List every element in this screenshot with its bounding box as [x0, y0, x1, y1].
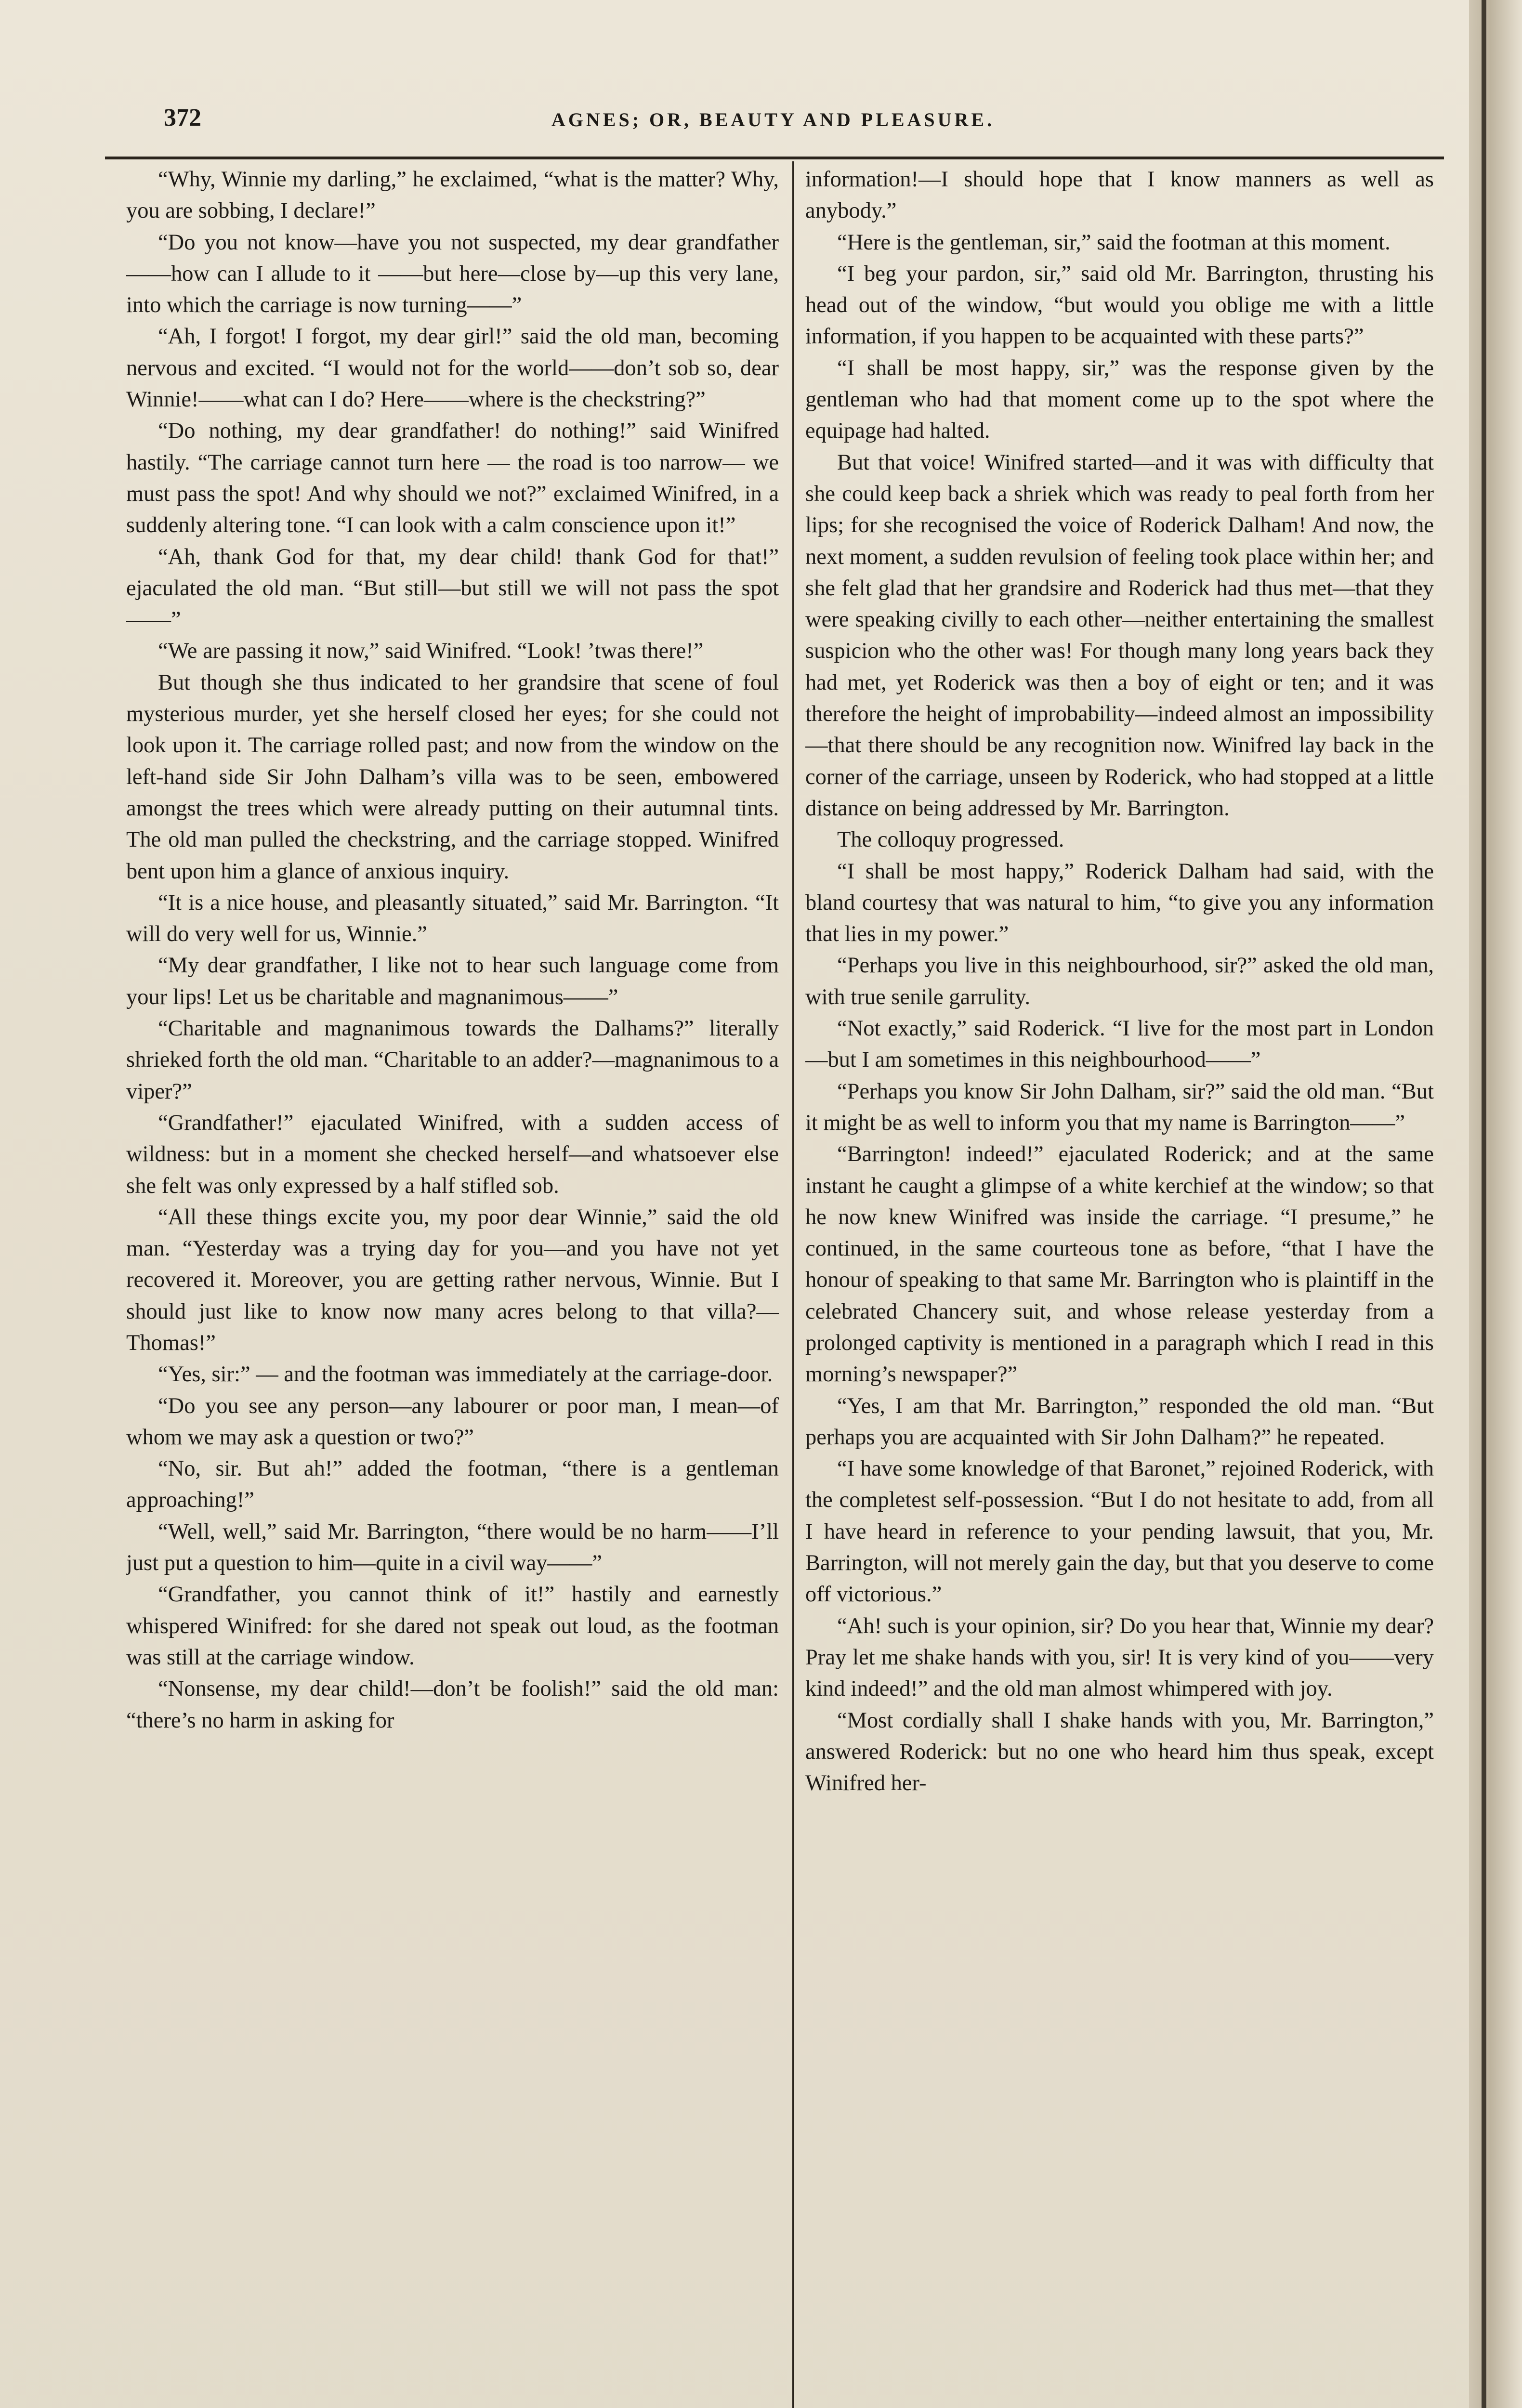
paragraph: “Nonsense, my dear child!—don’t be foolish!” said the old man: “there’s no harm in asking for: [126, 1676, 779, 1733]
paragraph: “Grandfather, you cannot think of it!” hastily and earnestly whispered Winifred: for she dared not speak out loud, as the footman was still at the carriage window.: [126, 1582, 779, 1670]
paragraph: “Grandfather!” ejaculated Winifred, with a sudden access of wildness: but in a moment she checked herself—and whatsoever else she felt was only expressed by a half stifled sob.: [126, 1110, 779, 1198]
column-divider: [792, 161, 794, 2408]
left-text-column: [126, 164, 779, 2408]
paragraph: “Here is the gentleman, sir,” said the footman at this moment.: [837, 230, 1391, 255]
paragraph: “Well, well,” said Mr. Barrington, “there would be no harm——I’ll just put a question to him—quite in a civil way——”: [126, 1519, 779, 1576]
paragraph: “Yes, sir:” — and the footman was immediately at the carriage-door.: [158, 1362, 773, 1387]
paragraph: “Ah! such is your opinion, sir? Do you hear that, Winnie my dear? Pray let me shake hands with you, sir! It is very kind of you——very kind indeed!” and the old man almost whimpered with joy.: [805, 1613, 1434, 1701]
paragraph: “I have some knowledge of that Baronet,” rejoined Roderick, with the completest self-possession. “But I do not hesitate to add, from all I have heard in reference to your pending lawsuit, that you, Mr. Barrington, will not merely gain the day, but that you deserve to come off victorious.”: [805, 1456, 1434, 1607]
paragraph: “Not exactly,” said Roderick. “I live for the most part in London—but I am sometimes in this neighbourhood——”: [805, 1016, 1434, 1073]
paragraph: “Charitable and magnanimous towards the Dalhams?” literally shrieked forth the old man. “Charitable to an adder?—magnanimous to a viper?”: [126, 1016, 779, 1104]
running-title: AGNES; OR, BEAUTY AND PLEASURE.: [551, 109, 995, 131]
paragraph: “Why, Winnie my darling,” he exclaimed, “what is the matter? Why, you are sobbing, I declare!”: [126, 167, 779, 223]
paragraph: “Ah, I forgot! I forgot, my dear girl!” said the old man, becoming nervous and excited. “I would not for the world——don’t sob so, dear Winnie!——what can I do? Here——where is the checkstring?”: [126, 324, 779, 412]
paragraph: “Do you see any person—any labourer or poor man, I mean—of whom we may ask a question or two?”: [126, 1393, 779, 1450]
page-number: 372: [164, 104, 201, 131]
paragraph: But that voice! Winifred started—and it was with difficulty that she could keep back a shriek which was ready to peal forth from her lips; for she recognised the voice of Roderick Dalham! And now, the next moment, a sudden revulsion of feeling took place within her; and she felt glad that her grandsire and Roderick had thus met—that they were speaking civilly to each other—neither entertaining the smallest suspicion who the other was! For though many long years back they had met, yet Roderick was then a boy of eight or ten; and it was therefore the height of improbability—indeed almost an impossibility—that there should be any recognition now. Winifred lay back in the corner of the carriage, unseen by Roderick, who had stopped at a little distance on being addressed by Mr. Barrington.: [805, 450, 1434, 821]
paragraph: “I beg your pardon, sir,” said old Mr. Barrington, thrusting his head out of the window, “but would you oblige me with a little information, if you happen to be acquainted with these parts?”: [805, 261, 1434, 349]
paragraph: “Most cordially shall I shake hands with you, Mr. Barrington,” answered Roderick: but no one who heard him thus speak, except Winifred her-: [805, 1708, 1434, 1796]
header-rule: [105, 157, 1444, 159]
paragraph: But though she thus indicated to her grandsire that scene of foul mysterious murder, yet she herself closed her eyes; for she could not look upon it. The carriage rolled past; and now from the window on the left-hand side Sir John Dalham’s villa was to be seen, embowered amongst the trees which were already putting on their autumnal tints. The old man pulled the checkstring, and the carriage stopped. Winifred bent upon him a glance of anxious inquiry.: [126, 670, 779, 884]
paragraph: “Perhaps you know Sir John Dalham, sir?” said the old man. “But it might be as well to inform you that my name is Barrington——”: [805, 1079, 1434, 1135]
paragraph: “I shall be most happy, sir,” was the response given by the gentleman who had that moment come up to the spot where the equipage had halted.: [805, 355, 1434, 444]
paragraph: “I shall be most happy,” Roderick Dalham had said, with the bland courtesy that was natural to him, “to give you any information that lies in my power.”: [805, 859, 1434, 947]
page-binding-edge: [1469, 0, 1522, 2408]
right-text-column: [805, 164, 1434, 2408]
paragraph: The colloquy progressed.: [837, 827, 1064, 852]
page-header: [106, 104, 1440, 152]
paragraph: “My dear grandfather, I like not to hear such language come from your lips! Let us be charitable and magnanimous——”: [126, 953, 779, 1009]
paragraph: “Do you not know—have you not suspected, my dear grandfather——how can I allude to it ——but here—close by—up this very lane, into which the carriage is now turning——”: [126, 230, 779, 318]
paragraph: “Do nothing, my dear grandfather! do nothing!” said Winifred hastily. “The carriage cannot turn here — the road is too narrow— we must pass the spot! And why should we not?” exclaimed Winifred, in a suddenly altering tone. “I can look with a calm conscience upon it!”: [126, 419, 779, 538]
paragraph: “It is a nice house, and pleasantly situated,” said Mr. Barrington. “It will do very well for us, Winnie.”: [126, 890, 779, 947]
paragraph: “Ah, thank God for that, my dear child! thank God for that!” ejaculated the old man. “But still—but still we will not pass the spot——”: [126, 544, 779, 632]
paragraph: “Perhaps you live in this neighbourhood, sir?” asked the old man, with true senile garrulity.: [805, 953, 1434, 1009]
paragraph: “No, sir. But ah!” added the footman, “there is a gentleman approaching!”: [126, 1456, 779, 1513]
paragraph: “Barrington! indeed!” ejaculated Roderick; and at the same instant he caught a glimpse of a white kerchief at the window; so that he now knew Winifred was inside the carriage. “I presume,” he continued, in the same courteous tone as before, “that I have the honour of speaking to that same Mr. Barrington who is plaintiff in the celebrated Chancery suit, and whose release yesterday from a prolonged captivity is mentioned in a paragraph which I read in this morning’s newspaper?”: [805, 1142, 1434, 1387]
paragraph: “Yes, I am that Mr. Barrington,” responded the old man. “But perhaps you are acquainted with Sir John Dalham?” he repeated.: [805, 1393, 1434, 1450]
paragraph: “All these things excite you, my poor dear Winnie,” said the old man. “Yesterday was a trying day for you—and you have not yet recovered it. Moreover, you are getting rather nervous, Winnie. But I should just like to know now many acres belong to that villa?—Thomas!”: [126, 1204, 779, 1355]
paragraph: information!—I should hope that I know manners as well as anybody.”: [805, 167, 1434, 223]
paragraph: “We are passing it now,” said Winifred. “Look! ’twas there!”: [158, 639, 704, 664]
